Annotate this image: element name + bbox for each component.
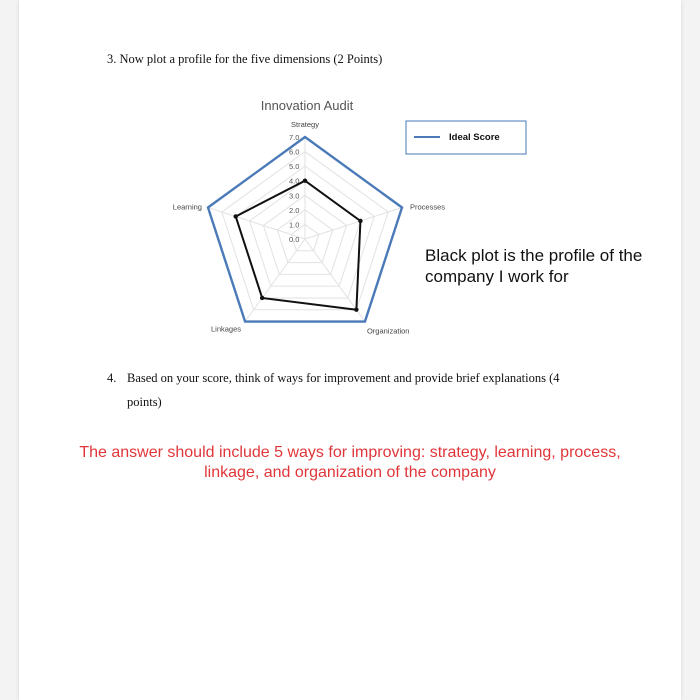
black-plot-note: Black plot is the profile of the company I work for [425, 246, 643, 286]
series-company-point [260, 296, 264, 300]
question-4 [107, 366, 607, 414]
axis-label-linkages: Linkages [211, 324, 242, 334]
axis-label-strategy: Strategy [291, 120, 319, 129]
axis-label-processes: Processes [410, 202, 446, 212]
series-company-point [234, 214, 238, 218]
series-company-point [358, 219, 362, 223]
grid-spoke [245, 239, 305, 322]
question-4-text: Based on your score, think of ways for improvement and provide brief explanations (4 [127, 371, 560, 385]
axis-label-learning: Learning [172, 202, 202, 212]
tick-label: 5.0 [289, 162, 300, 172]
tick-label: 6.0 [289, 147, 300, 157]
tick-label: 1.0 [289, 220, 300, 230]
answer-note: The answer should include 5 ways for improving: strategy, learning, process, linkage, and organization of the company [79, 444, 621, 481]
chart-title: Innovation Audit [260, 98, 354, 113]
series-company-point [354, 308, 358, 312]
question-4-continuation: points) [127, 395, 162, 409]
question-3: 3. Now plot a profile for the five dimensions (2 Points) [107, 52, 383, 66]
tick-label: 0.0 [289, 235, 300, 244]
grid-spoke [305, 207, 402, 239]
legend-label-ideal: Ideal Score [449, 132, 500, 143]
tick-label: 4.0 [289, 176, 300, 186]
axis-label-organization: Organization [366, 326, 410, 336]
question-4-number: 4. [107, 371, 117, 385]
tick-label: 7.0 [289, 133, 300, 142]
chart-legend [406, 121, 526, 154]
tick-label: 3.0 [289, 191, 300, 201]
tick-label: 2.0 [289, 205, 300, 215]
series-company-point [303, 179, 307, 183]
